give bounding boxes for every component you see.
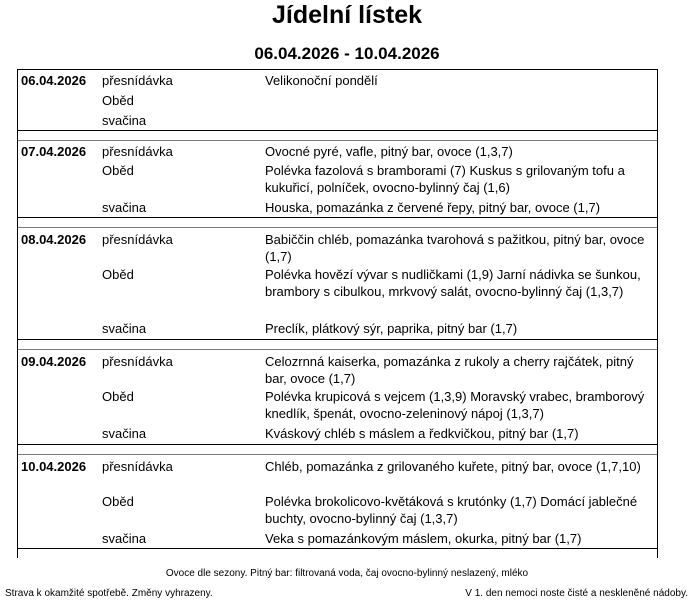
divider	[18, 130, 657, 131]
meal-type: Oběd	[102, 389, 134, 404]
date-range: 06.04.2026 - 10.04.2026	[254, 44, 440, 63]
meal-food: Polévka hovězí vývar s nudličkami (1,9) Jarní nádivka se šunkou, brambory s cibulkou, mrkvový salát, ovocno-bylinný čaj (1,3,7)	[265, 267, 641, 299]
day-date: 07.04.2026	[21, 144, 87, 159]
divider	[18, 227, 657, 228]
divider	[18, 217, 657, 218]
meal-type: přesnídávka	[102, 459, 173, 474]
meal-type: přesnídávka	[102, 232, 173, 247]
meal-type: svačina	[102, 200, 147, 215]
meal-food: Polévka brokolicovo-květáková s krutónky (1,7) Domácí jablečné buchty, ovocno-bylinný čaj (1,3,7)	[265, 494, 638, 526]
divider	[18, 444, 657, 445]
meal-food: Polévka fazolová s bramborami (7) Kuskus s grilovaným tofu a kukuřicí, polníček, ovocno-bylinný čaj (1,6)	[265, 163, 625, 195]
divider	[18, 339, 657, 340]
meal-type: Oběd	[102, 163, 134, 178]
meal-food: Houska, pomazánka z červené řepy, pitný bar, ovoce (1,7)	[265, 200, 601, 215]
meal-type: svačina	[102, 321, 147, 336]
footer-note-left: Strava k okamžité spotřebě. Změny vyhrazeny.	[5, 588, 213, 599]
meal-type: svačina	[102, 113, 147, 128]
day-date: 10.04.2026	[21, 459, 87, 474]
divider	[18, 349, 657, 350]
meal-type: Oběd	[102, 93, 134, 108]
page-title: Jídelní lístek	[271, 1, 423, 29]
fruit-note: Ovoce dle sezony. Pitný bar: filtrovaná voda, čaj ovocno-bylinný neslazený, mléko	[165, 568, 529, 579]
meal-type: Oběd	[102, 494, 134, 509]
menu-table	[17, 69, 658, 558]
meal-food: Chléb, pomazánka z grilovaného kuřete, pitný bar, ovoce (1,7,10)	[265, 459, 641, 474]
divider	[18, 140, 657, 141]
divider	[18, 548, 657, 549]
meal-type: Oběd	[102, 267, 134, 282]
meal-type: svačina	[102, 531, 147, 546]
meal-type: přesnídávka	[102, 73, 173, 88]
meal-type: přesnídávka	[102, 144, 173, 159]
meal-food: Polévka krupicová s vejcem (1,3,9) Moravský vrabec, bramborový knedlík, špenát, ovocno-zeleninový nápoj (1,3,7)	[265, 389, 645, 421]
meal-type: svačina	[102, 426, 147, 441]
day-date: 08.04.2026	[21, 232, 87, 247]
meal-food: Preclík, plátkový sýr, paprika, pitný bar (1,7)	[265, 321, 518, 336]
divider	[18, 454, 657, 455]
meal-food: Velikonoční pondělí	[265, 73, 378, 88]
divider	[18, 69, 657, 70]
footer-note-right: V 1. den nemoci noste čisté a neskleněné nádoby.	[465, 588, 688, 599]
meal-type: přesnídávka	[102, 354, 173, 369]
day-date: 06.04.2026	[21, 73, 87, 88]
meal-food: Kváskový chléb s máslem a ředkvičkou, pitný bar (1,7)	[265, 426, 579, 441]
day-date: 09.04.2026	[21, 354, 87, 369]
meal-food: Ovocné pyré, vafle, pitný bar, ovoce (1,3,7)	[265, 144, 513, 159]
meal-food: Celozrnná kaiserka, pomazánka z rukoly a cherry rajčátek, pitný bar, ovoce (1,7)	[265, 354, 634, 386]
meal-food: Veka s pomazánkovým máslem, okurka, pitný bar (1,7)	[265, 531, 582, 546]
meal-food: Babiččin chléb, pomazánka tvarohová s pažitkou, pitný bar, ovoce (1,7)	[265, 232, 645, 264]
